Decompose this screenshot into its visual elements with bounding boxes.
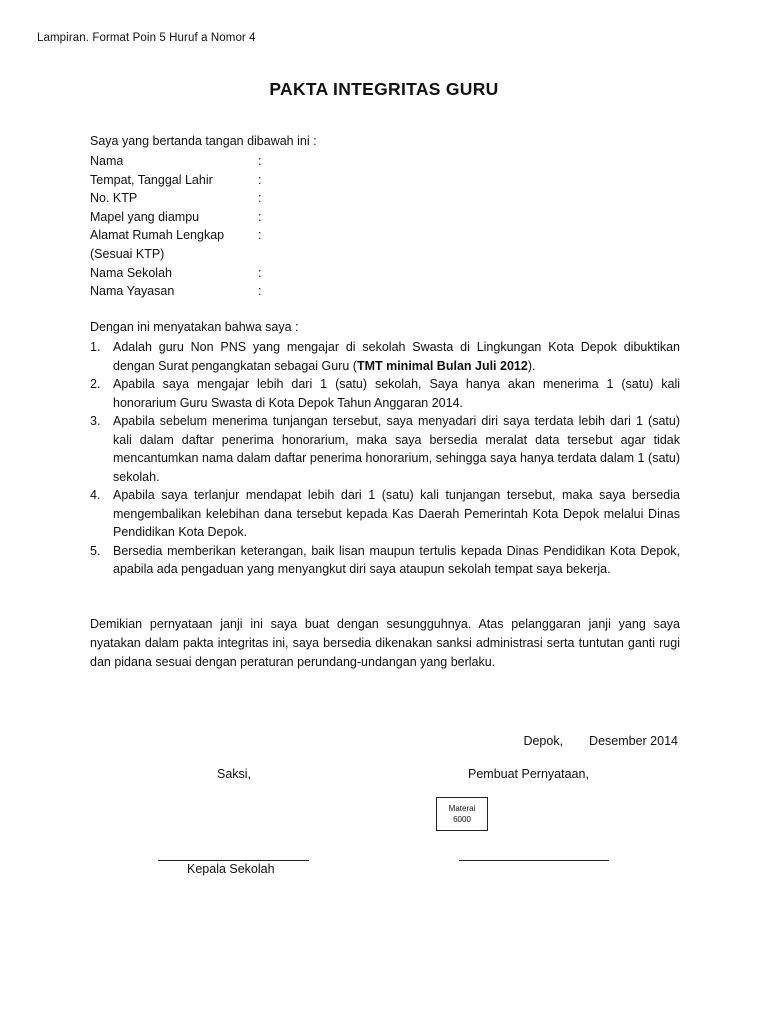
field-colon: : [258,154,262,168]
statement-number: 5. [90,543,101,558]
statement-text-main: Adalah guru Non PNS yang mengajar di sekolah Swasta di Lingkungan Kota Depok dibuktikan dengan Surat pengangkatan sebagai Guru ( [113,340,680,373]
declarant-signature-line [459,860,609,861]
witness-signature-line [158,860,309,861]
statement-item [90,412,680,486]
field-label: Nama Sekolah [90,265,172,280]
field-row [90,226,268,245]
field-label: No. KTP [90,191,138,206]
statement-text [113,486,680,542]
statement-item [90,542,680,579]
duty-stamp-box [436,797,488,831]
field-colon: : [258,284,262,299]
statement-text-after: ). [527,358,536,373]
statement-text [113,542,680,579]
statement-text [113,338,680,375]
field-label: Tempat, Tanggal Lahir [90,172,213,187]
witness-label: Saksi, [217,767,252,781]
field-label: Alamat Rumah Lengkap [90,228,225,243]
field-label: Nama Yayasan [90,284,175,299]
field-row [90,208,268,227]
statement-list [90,338,680,579]
field-row [90,152,268,171]
field-row [90,264,268,283]
field-colon: : [258,228,262,243]
date-text: Desember 2014 [589,734,678,748]
statement-text-main: Apabila saya mengajar lebih dari 1 (satu) sekolah, Saya hanya akan menerima 1 (satu) kali honorarium Guru Swasta di Kota Depok Tahun Anggaran 2014. [113,377,680,410]
document-title: PAKTA INTEGRITAS GURU [269,79,499,99]
closing-paragraph: Demikian pernyataan janji ini saya buat dengan sesungguhnya. Atas pelanggaran janji yang saya nyatakan dalam pakta integritas ini, saya bersedia dikenakan sanksi administrasi serta tuntutan ganti rugi dan pidana sesuai dengan peraturan perundang-undangan yang berlaku. [90,617,680,669]
statement-text-main: Apabila saya terlanjur mendapat lebih dari 1 (satu) kali tunjangan tersebut, maka saya bersedia mengembalikan kelebihan dana tersebut kepada Kas Daerah Pemerintah Kota Depok melalui Dinas Pendidikan Kota Depok. [113,488,680,539]
identity-fields [90,152,268,301]
declarant-label: Pembuat Pernyataan, [468,767,589,781]
field-colon [258,245,268,264]
field-row [90,282,268,301]
statement-number: 3. [90,414,101,428]
place-date [523,734,678,748]
statement-item [90,486,680,542]
statement-text-bold: TMT minimal Bulan Juli 2012 [356,358,528,373]
statement-text-main: Bersedia memberikan keterangan, baik lisan maupun tertulis kepada Dinas Pendidikan Kota Depok, apabila ada pengaduan yang menyangkut diri saya ataupun sekolah tempat saya bekerja. [113,543,680,576]
field-row [90,245,268,264]
intro-text: Saya yang bertanda tangan dibawah ini : [90,134,317,148]
statement-text-main: Apabila sebelum menerima tunjangan tersebut, saya menyadari diri saya terdata lebih dari 1 (satu) kali dalam daftar penerima honorarium, maka saya bersedia meralat data tersebut agar tidak mencantumkan nama dalam daftar penerima honorarium, sehingga saya hanya terdata dalam 1 (satu) sekolah. [113,414,680,484]
principal-label: Kepala Sekolah [187,862,275,876]
field-label: (Sesuai KTP) [90,246,165,261]
place-text: Depok, [523,734,564,748]
statement-text [113,375,680,412]
stamp-label: Materai [448,804,476,813]
statement-item [90,375,680,412]
field-colon: : [258,209,262,224]
statement-number: 4. [90,488,101,502]
field-label: Mapel yang diampu [90,209,200,224]
statement-lead: Dengan ini menyatakan bahwa saya : [90,320,299,334]
statement-item [90,338,680,375]
field-colon: : [258,191,262,206]
field-row [90,171,268,190]
field-colon: : [258,265,262,280]
statement-number: 2. [90,377,101,391]
stamp-value: 6000 [453,815,471,824]
statement-text [113,412,680,486]
field-colon: : [258,172,262,187]
field-row [90,189,268,208]
attachment-note: Lampiran. Format Poin 5 Huruf a Nomor 4 [37,32,256,44]
statement-number: 1. [90,340,101,354]
field-label: Nama [90,154,124,168]
